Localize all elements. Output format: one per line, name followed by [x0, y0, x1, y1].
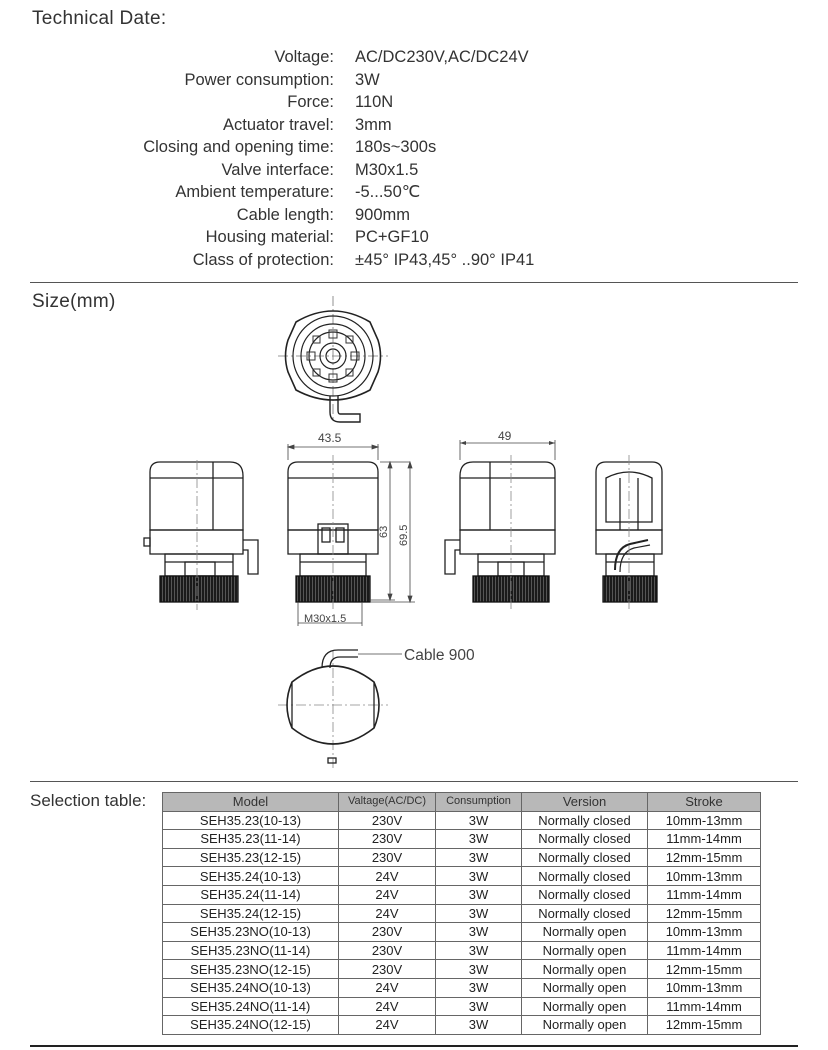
cell-model: SEH35.24NO(11-14) — [163, 997, 339, 1016]
table-row — [163, 923, 761, 942]
cell-stroke: 10mm-13mm — [648, 923, 761, 942]
spec-value: 3mm — [355, 115, 392, 134]
side-view-left — [144, 460, 258, 610]
top-view — [278, 296, 388, 422]
header-version: Version — [522, 793, 648, 812]
cell-model: SEH35.24(10-13) — [163, 867, 339, 886]
cell-stroke: 11mm-14mm — [648, 997, 761, 1016]
cell-version: Normally open — [522, 941, 648, 960]
cell-voltage: 230V — [339, 923, 436, 942]
divider-bottom — [30, 781, 798, 782]
cell-stroke: 11mm-14mm — [648, 885, 761, 904]
table-row — [163, 885, 761, 904]
cell-consumption: 3W — [436, 941, 522, 960]
cell-consumption: 3W — [436, 978, 522, 997]
cell-version: Normally closed — [522, 867, 648, 886]
spec-value: PC+GF10 — [355, 228, 429, 246]
spec-value: M30x1.5 — [355, 160, 419, 179]
cell-version: Normally open — [522, 978, 648, 997]
spec-label: Power consumption: — [184, 70, 334, 89]
cell-consumption: 3W — [436, 923, 522, 942]
cell-model: SEH35.24NO(10-13) — [163, 978, 339, 997]
spec-label: Class of protection: — [192, 250, 334, 269]
cell-voltage: 24V — [339, 904, 436, 923]
header-stroke: Stroke — [648, 793, 761, 812]
cell-version: Normally open — [522, 1016, 648, 1035]
cell-stroke: 10mm-13mm — [648, 867, 761, 886]
table-row — [163, 960, 761, 979]
bottom-view — [278, 650, 402, 768]
cell-stroke: 12mm-15mm — [648, 960, 761, 979]
spec-label: Voltage: — [274, 48, 334, 66]
spec-label: Force: — [287, 93, 334, 111]
cell-voltage: 24V — [339, 1016, 436, 1035]
cell-model: SEH35.24(11-14) — [163, 885, 339, 904]
cell-voltage: 230V — [339, 941, 436, 960]
cell-stroke: 12mm-15mm — [648, 848, 761, 867]
spec-label: Valve interface: — [221, 160, 334, 179]
cell-version: Normally closed — [522, 830, 648, 849]
back-view — [596, 455, 662, 610]
cell-model: SEH35.23(11-14) — [163, 830, 339, 849]
cell-version: Normally closed — [522, 904, 648, 923]
cell-voltage: 24V — [339, 885, 436, 904]
spec-value: -5...50℃ — [355, 183, 421, 201]
table-row — [163, 941, 761, 960]
table-row — [163, 904, 761, 923]
spec-label: Closing and opening time: — [143, 138, 334, 156]
table-row — [163, 867, 761, 886]
cell-version: Normally open — [522, 923, 648, 942]
cell-consumption: 3W — [436, 997, 522, 1016]
cell-consumption: 3W — [436, 830, 522, 849]
dim-width-side: 49 — [498, 429, 512, 443]
side-view-right — [445, 440, 555, 610]
cell-stroke: 10mm-13mm — [648, 978, 761, 997]
table-row — [163, 1016, 761, 1035]
cell-model: SEH35.23NO(12-15) — [163, 960, 339, 979]
spec-value: 3W — [355, 70, 380, 89]
spec-value: ±45° IP43,45° ..90° IP41 — [355, 250, 535, 269]
cell-consumption: 3W — [436, 867, 522, 886]
cell-stroke: 10mm-13mm — [648, 811, 761, 830]
spec-value: 180s~300s — [355, 138, 437, 156]
cell-version: Normally closed — [522, 885, 648, 904]
table-header-row — [163, 793, 761, 812]
spec-value: AC/DC230V,AC/DC24V — [355, 48, 529, 66]
cell-stroke: 12mm-15mm — [648, 1016, 761, 1035]
cell-voltage: 24V — [339, 978, 436, 997]
table-row — [163, 830, 761, 849]
front-view — [288, 455, 378, 610]
cell-version: Normally open — [522, 997, 648, 1016]
dim-height-total: 69.5 — [398, 524, 410, 546]
table-row — [163, 848, 761, 867]
cell-consumption: 3W — [436, 811, 522, 830]
cell-consumption: 3W — [436, 848, 522, 867]
header-voltage: Valtage(AC/DC) — [339, 793, 436, 812]
cell-version: Normally closed — [522, 848, 648, 867]
selection-table — [162, 792, 761, 1035]
cell-voltage: 24V — [339, 867, 436, 886]
cell-model: SEH35.23NO(10-13) — [163, 923, 339, 942]
cable-label: Cable 900 — [404, 647, 475, 664]
cell-model: SEH35.23(12-15) — [163, 848, 339, 867]
dim-height-body: 63 — [378, 525, 390, 538]
header-consumption: Consumption — [436, 793, 522, 812]
cell-consumption: 3W — [436, 904, 522, 923]
cell-voltage: 230V — [339, 830, 436, 849]
spec-value: 110N — [355, 93, 394, 111]
cell-version: Normally closed — [522, 811, 648, 830]
spec-label: Actuator travel: — [223, 115, 334, 134]
spec-label: Housing material: — [205, 228, 334, 246]
cell-stroke: 11mm-14mm — [648, 830, 761, 849]
cell-consumption: 3W — [436, 885, 522, 904]
cell-model: SEH35.24(12-15) — [163, 904, 339, 923]
cell-model: SEH35.23(10-13) — [163, 811, 339, 830]
cell-voltage: 230V — [339, 960, 436, 979]
cell-consumption: 3W — [436, 960, 522, 979]
dim-width-front: 43.5 — [318, 431, 342, 445]
spec-value: 900mm — [355, 205, 411, 224]
header-model: Model — [163, 793, 339, 812]
cell-model: SEH35.23NO(11-14) — [163, 941, 339, 960]
size-section-title: Size(mm) — [32, 291, 116, 312]
cell-voltage: 230V — [339, 811, 436, 830]
cell-stroke: 12mm-15mm — [648, 904, 761, 923]
table-row — [163, 978, 761, 997]
cell-consumption: 3W — [436, 1016, 522, 1035]
technical-section-title: Technical Date: — [32, 8, 167, 29]
selection-table-title: Selection table: — [30, 791, 147, 810]
cell-stroke: 11mm-14mm — [648, 941, 761, 960]
spec-label: Ambient temperature: — [175, 183, 334, 201]
table-row — [163, 997, 761, 1016]
table-row — [163, 811, 761, 830]
dim-thread: M30x1.5 — [304, 613, 347, 625]
divider-end — [30, 1045, 798, 1047]
cell-model: SEH35.24NO(12-15) — [163, 1016, 339, 1035]
spec-label: Cable length: — [236, 205, 334, 224]
cell-voltage: 230V — [339, 848, 436, 867]
cell-voltage: 24V — [339, 997, 436, 1016]
cell-version: Normally open — [522, 960, 648, 979]
